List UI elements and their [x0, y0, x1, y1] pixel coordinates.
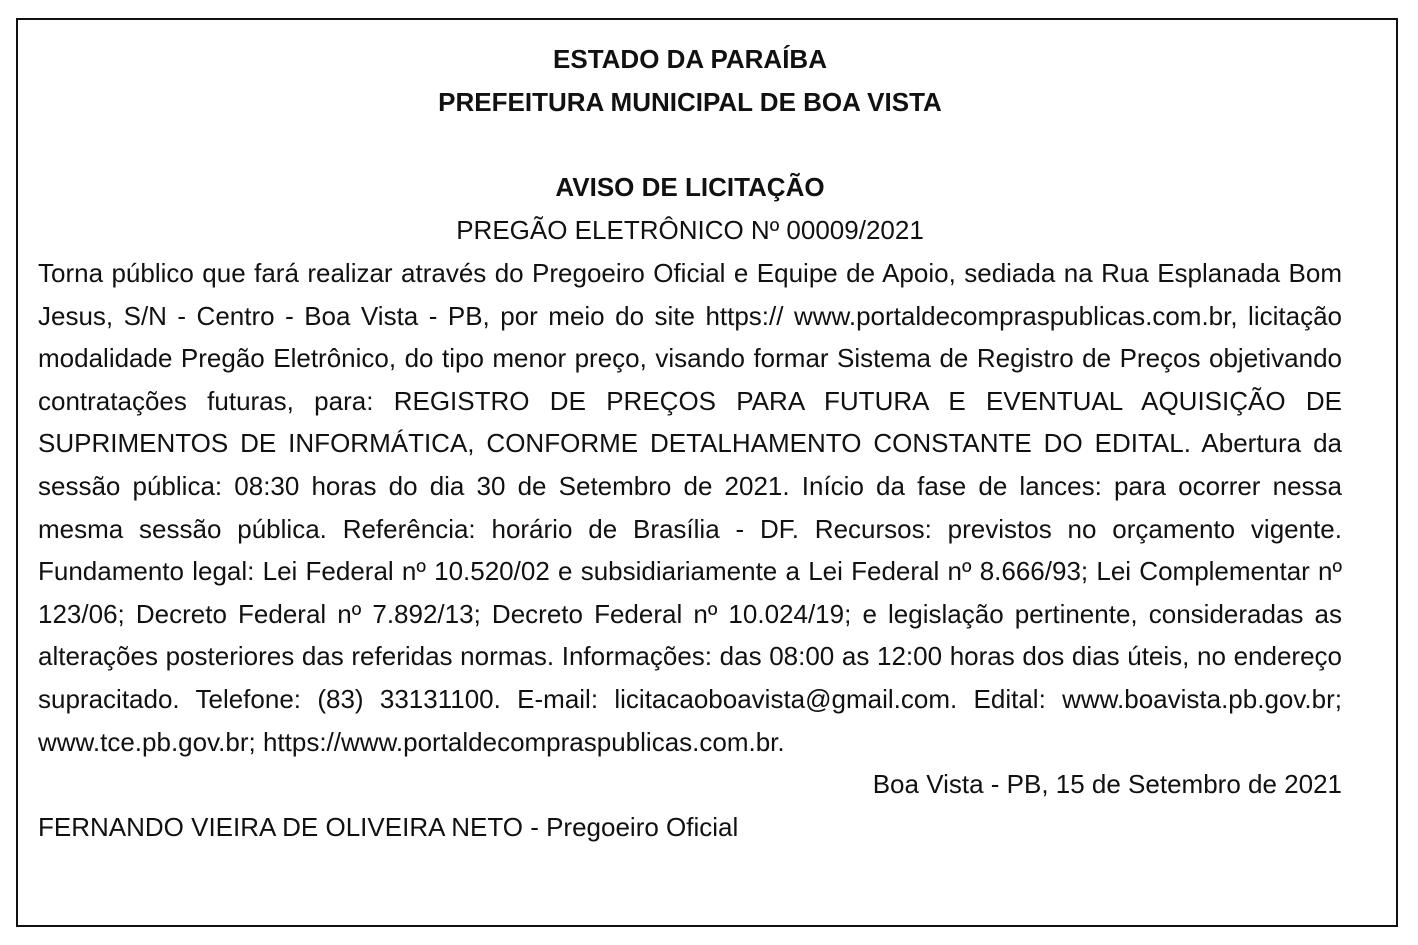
state-heading: ESTADO DA PARAÍBA: [553, 44, 827, 74]
notice-subtitle: PREGÃO ELETRÔNICO Nº 00009/2021: [456, 215, 924, 245]
notice-content: [38, 38, 1342, 849]
signature-line: FERNANDO VIEIRA DE OLIVEIRA NETO - Pregoeiro Oficial: [38, 812, 739, 843]
municipality-heading: PREFEITURA MUNICIPAL DE BOA VISTA: [438, 87, 942, 117]
notice-title: AVISO DE LICITAÇÃO: [555, 172, 825, 202]
place-date: Boa Vista - PB, 15 de Setembro de 2021: [872, 769, 1342, 800]
notice-body: Torna público que fará realizar através do Pregoeiro Oficial e Equipe de Apoio, sediada na Rua Esplanada Bom Jesus, S/N - Centro - Boa Vista - PB, por meio do site https:// www.portaldecompraspublicas.com.br, licitação modalidade Pregão Eletrônico, do tipo menor preço, visando formar Sistema de Registro de Preços objetivando contratações futuras, para: REGISTRO DE PREÇOS PARA FUTURA E EVENTUAL AQUISIÇÃO DE SUPRIMENTOS DE INFORMÁTICA, CONFORME DETALHAMENTO CONSTANTE DO EDITAL. Abertura da sessão pública: 08:30 horas do dia 30 de Setembro de 2021. Início da fase de lances: para ocorrer nessa mesma sessão pública. Referência: horário de Brasília - DF. Recursos: previstos no orçamento vigente. Fundamento legal: Lei Federal nº 10.520/02 e subsidiariamente a Lei Federal nº 8.666/93; Lei Complementar nº 123/06; Decreto Federal nº 7.892/13; Decreto Federal nº 10.024/19; e legislação pertinente, consideradas as alterações posteriores das referidas normas. Informações: das 08:00 as 12:00 horas dos dias úteis, no endereço supracitado. Telefone: (83) 33131100. E-mail: licitacaoboavista@gmail.com. Edital: www.boavista.pb.gov.br; www.tce.pb.gov.br; https://www.portaldecompraspublicas.com.br.: [38, 258, 1342, 757]
